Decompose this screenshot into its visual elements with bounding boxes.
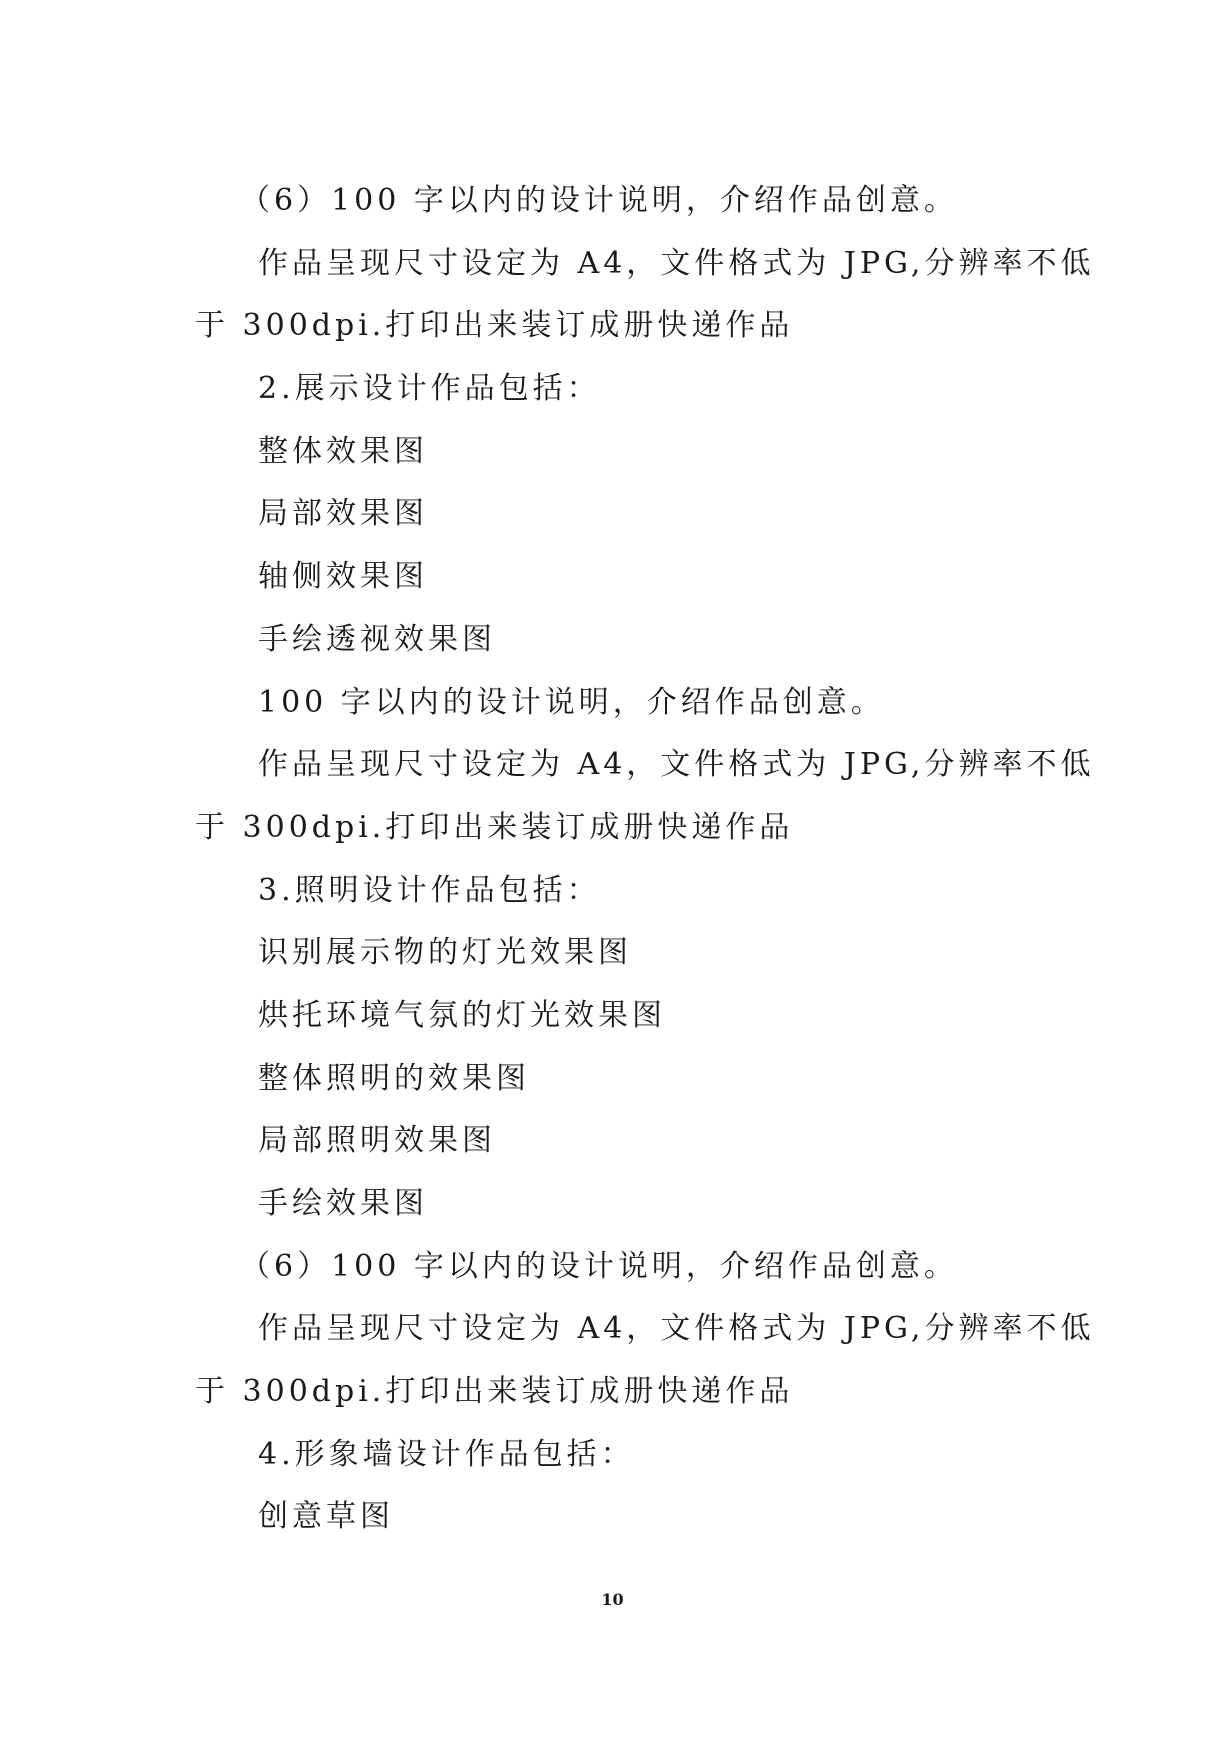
list-item: 整体效果图 xyxy=(258,433,428,469)
list-item: 局部效果图 xyxy=(258,496,428,532)
paragraph-line: 作品呈现尺寸设定为 A4，文件格式为 JPG,分辨率不低 xyxy=(258,747,1095,783)
list-item: 识别展示物的灯光效果图 xyxy=(258,935,632,971)
paragraph-line: 作品呈现尺寸设定为 A4，文件格式为 JPG,分辨率不低 xyxy=(258,1311,1095,1347)
paragraph-line: 于 300dpi.打印出来装订成册快递作品 xyxy=(195,1374,794,1410)
section-heading: 2.展示设计作品包括： xyxy=(258,371,601,407)
paragraph-line: （6）100 字以内的设计说明，介绍作品创意。 xyxy=(240,1248,958,1284)
list-item: 轴侧效果图 xyxy=(258,559,428,595)
document-body xyxy=(195,170,1095,1549)
paragraph-line: 于 300dpi.打印出来装订成册快递作品 xyxy=(195,308,794,344)
list-item: 整体照明的效果图 xyxy=(258,1060,530,1096)
list-item: 烘托环境气氛的灯光效果图 xyxy=(258,997,666,1033)
section-heading: 3.照明设计作品包括： xyxy=(258,872,601,908)
list-item: 创意草图 xyxy=(258,1499,394,1535)
list-item: 手绘效果图 xyxy=(258,1186,428,1221)
list-item: 局部照明效果图 xyxy=(258,1123,496,1159)
paragraph-line: （6）100 字以内的设计说明，介绍作品创意。 xyxy=(240,183,958,218)
paragraph-line: 于 300dpi.打印出来装订成册快递作品 xyxy=(195,809,794,845)
page-number: 10 xyxy=(601,1590,624,1609)
section-heading: 4.形象墙设计作品包括： xyxy=(258,1436,635,1472)
list-item: 手绘透视效果图 xyxy=(258,621,496,657)
paragraph-line: 作品呈现尺寸设定为 A4，文件格式为 JPG,分辨率不低 xyxy=(258,245,1095,281)
paragraph-line: 100 字以内的设计说明，介绍作品创意。 xyxy=(258,684,885,720)
